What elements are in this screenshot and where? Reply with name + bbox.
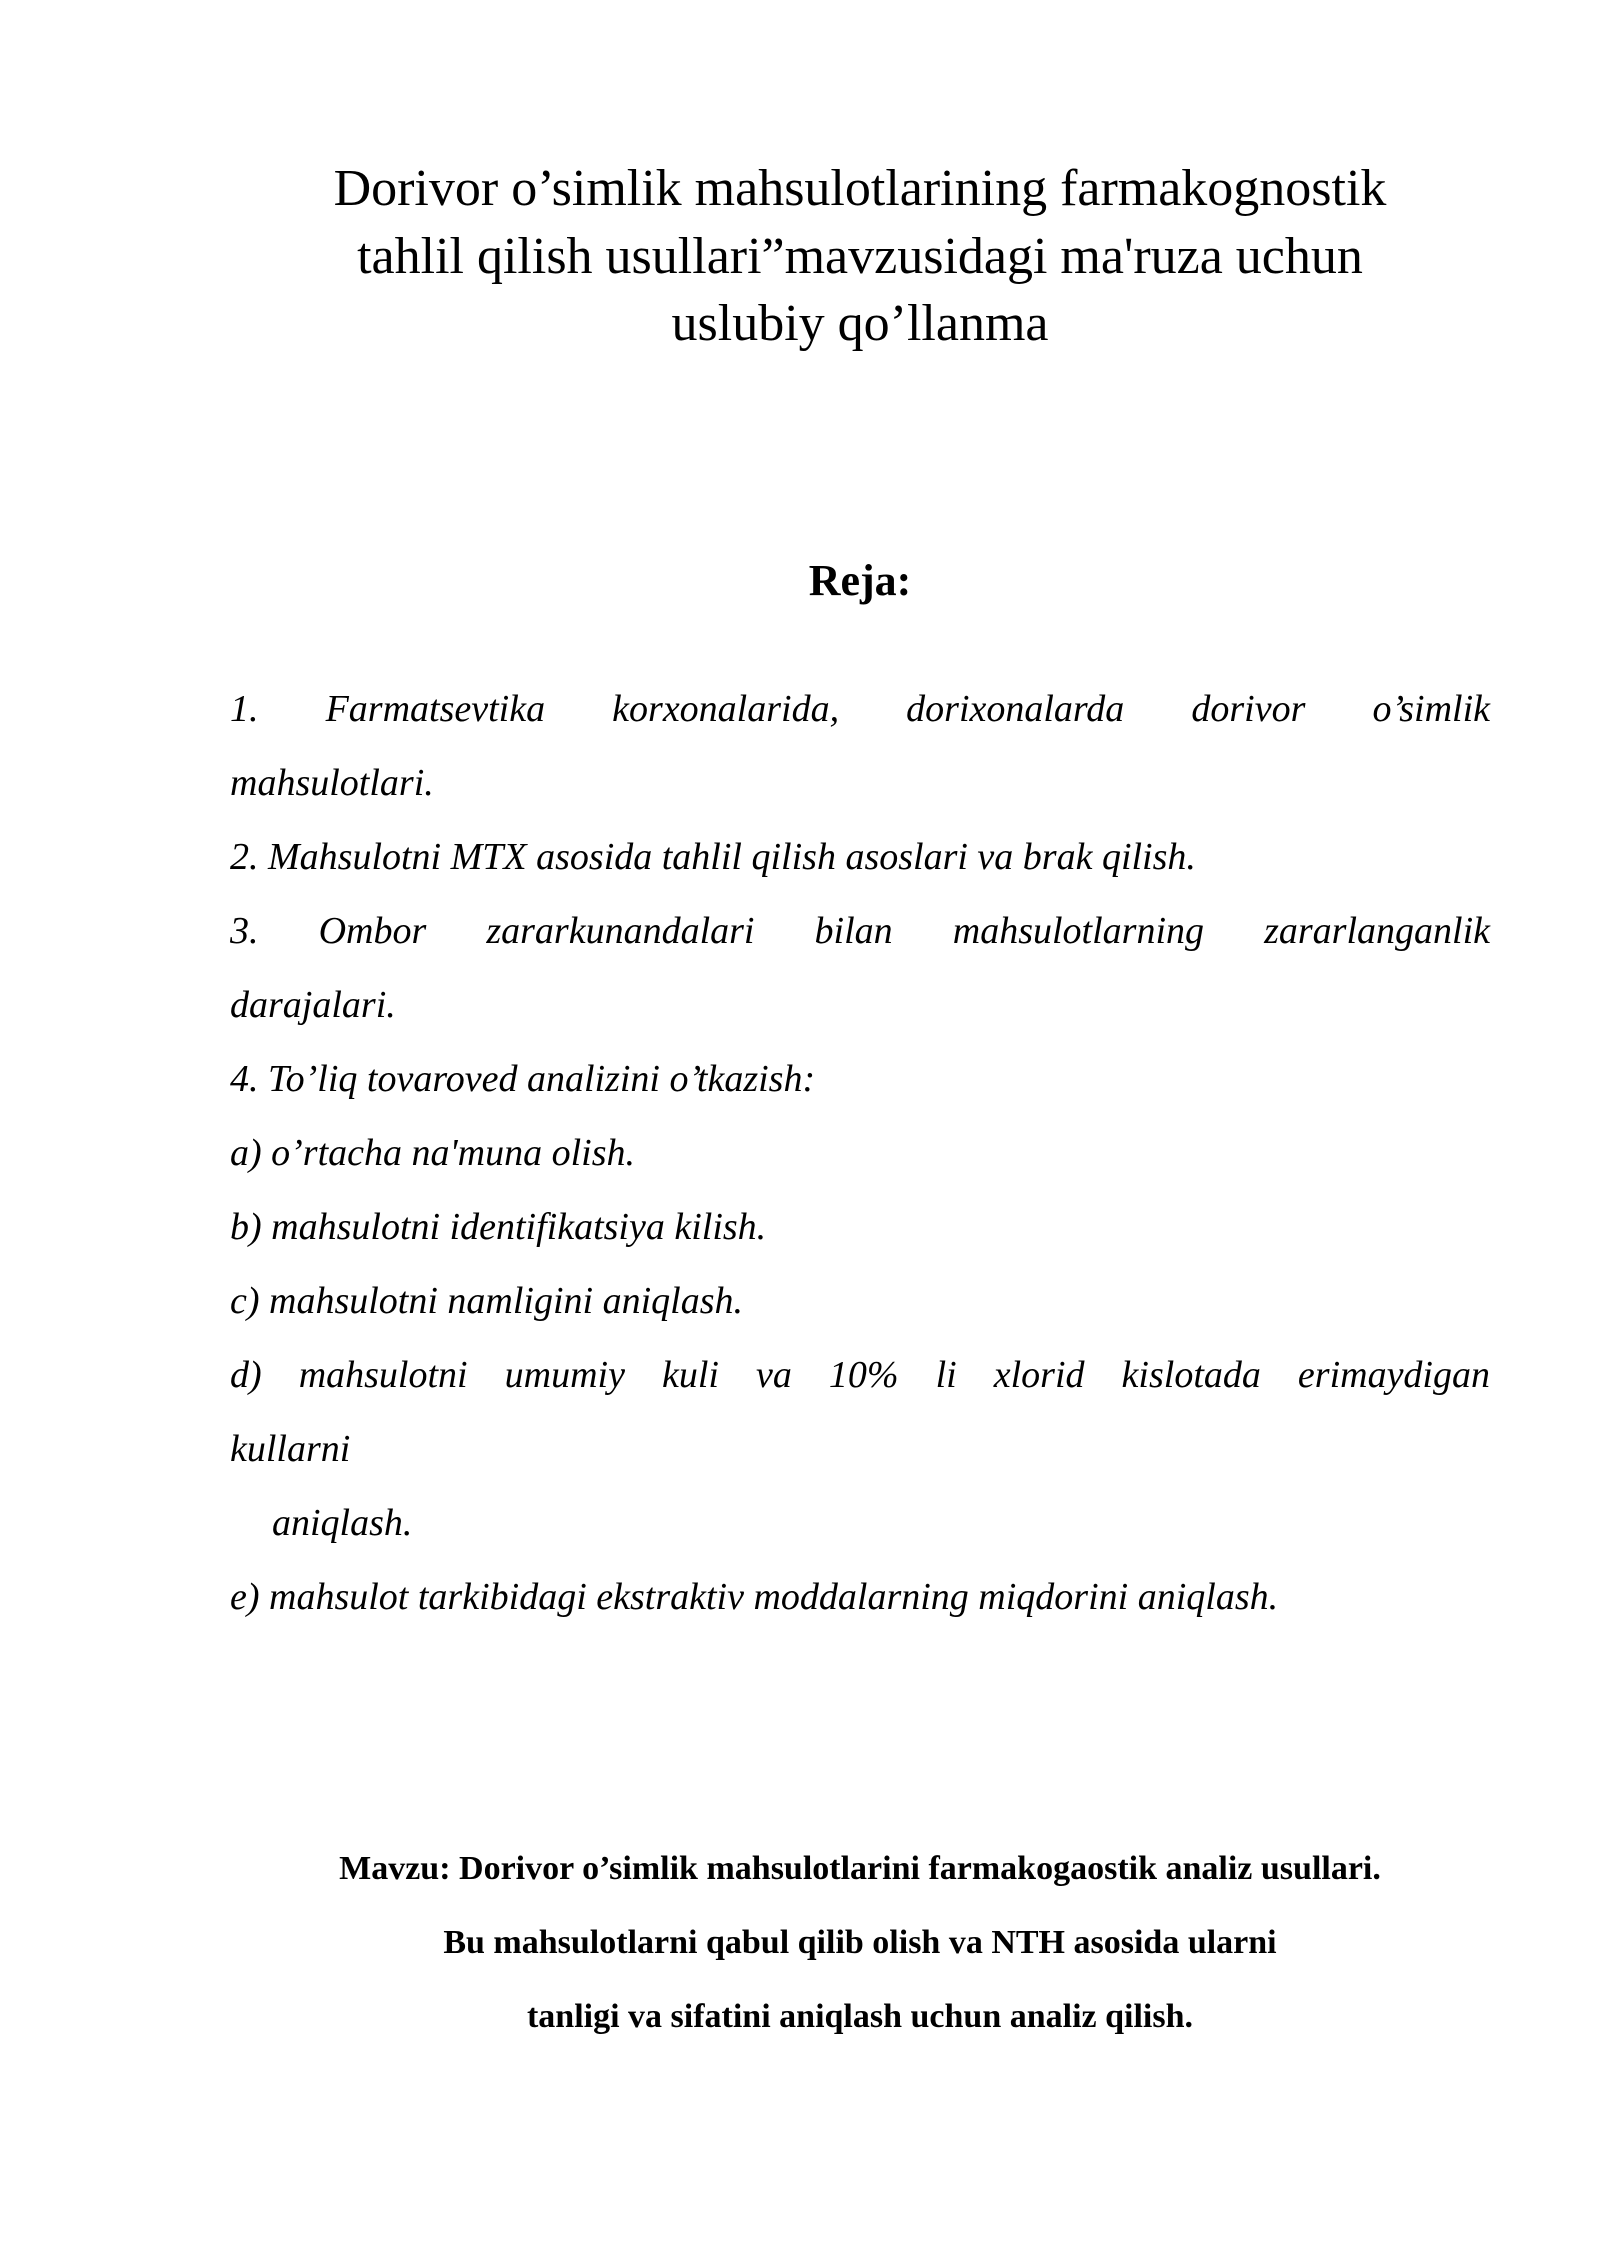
plan-subitem-e: e) mahsulot tarkibidagi ekstraktiv moddalarning miqdorini aniqlash. [230,1576,1279,1618]
plan-item-1-line-2: mahsulotlari. [230,762,434,804]
plan-subitem-d-line-2: kullarni [230,1428,351,1470]
plan-subitem-a: a) o’rtacha na'muna olish. [230,1132,635,1174]
plan-item-4: 4. To’liq tovaroved analizini o’tkazish: [230,1058,816,1100]
plan-list [230,672,1490,1634]
plan-subitem-d-line-3: aniqlash. [272,1502,413,1544]
plan-item-1-line-1: 1. Farmatsevtika korxonalarida, dorixonalarda dorivor o’simlik [230,688,1490,730]
plan-subitem-c: c) mahsulotni namligini aniqlash. [230,1280,743,1322]
title-line-3: uslubiy qo’llanma [671,295,1049,353]
plan-item-3-line-1: 3. Ombor zararkunandalari bilan mahsulotlarning zararlanganlik [230,910,1490,952]
plan-item-3-line-2: darajalari. [230,984,396,1026]
topic-line-2: Bu mahsulotlarni qabul qilib olish va NTH asosida ularni [443,1924,1277,1961]
plan-subitem-b: b) mahsulotni identifikatsiya kilish. [230,1206,767,1248]
plan-item-2: 2. Mahsulotni MTX asosida tahlil qilish asoslari va brak qilish. [230,836,1196,878]
document-title [230,155,1490,358]
plan-heading: Reja: [808,556,912,605]
title-line-2: tahlil qilish usullari”mavzusidagi ma'ruza uchun [357,227,1363,285]
topic-paragraph [230,1832,1490,2054]
title-line-1: Dorivor o’simlik mahsulotlarining farmakognostik [333,160,1387,217]
plan-subitem-d-line-1: d) mahsulotni umumiy kuli va 10% li xlorid kislotada erimaydigan [230,1354,1490,1396]
topic-line-1: Mavzu: Dorivor o’simlik mahsulotlarini farmakogaostik analiz usullari. [339,1850,1381,1887]
topic-line-3: tanligi va sifatini aniqlash uchun analiz qilish. [526,1998,1194,2035]
